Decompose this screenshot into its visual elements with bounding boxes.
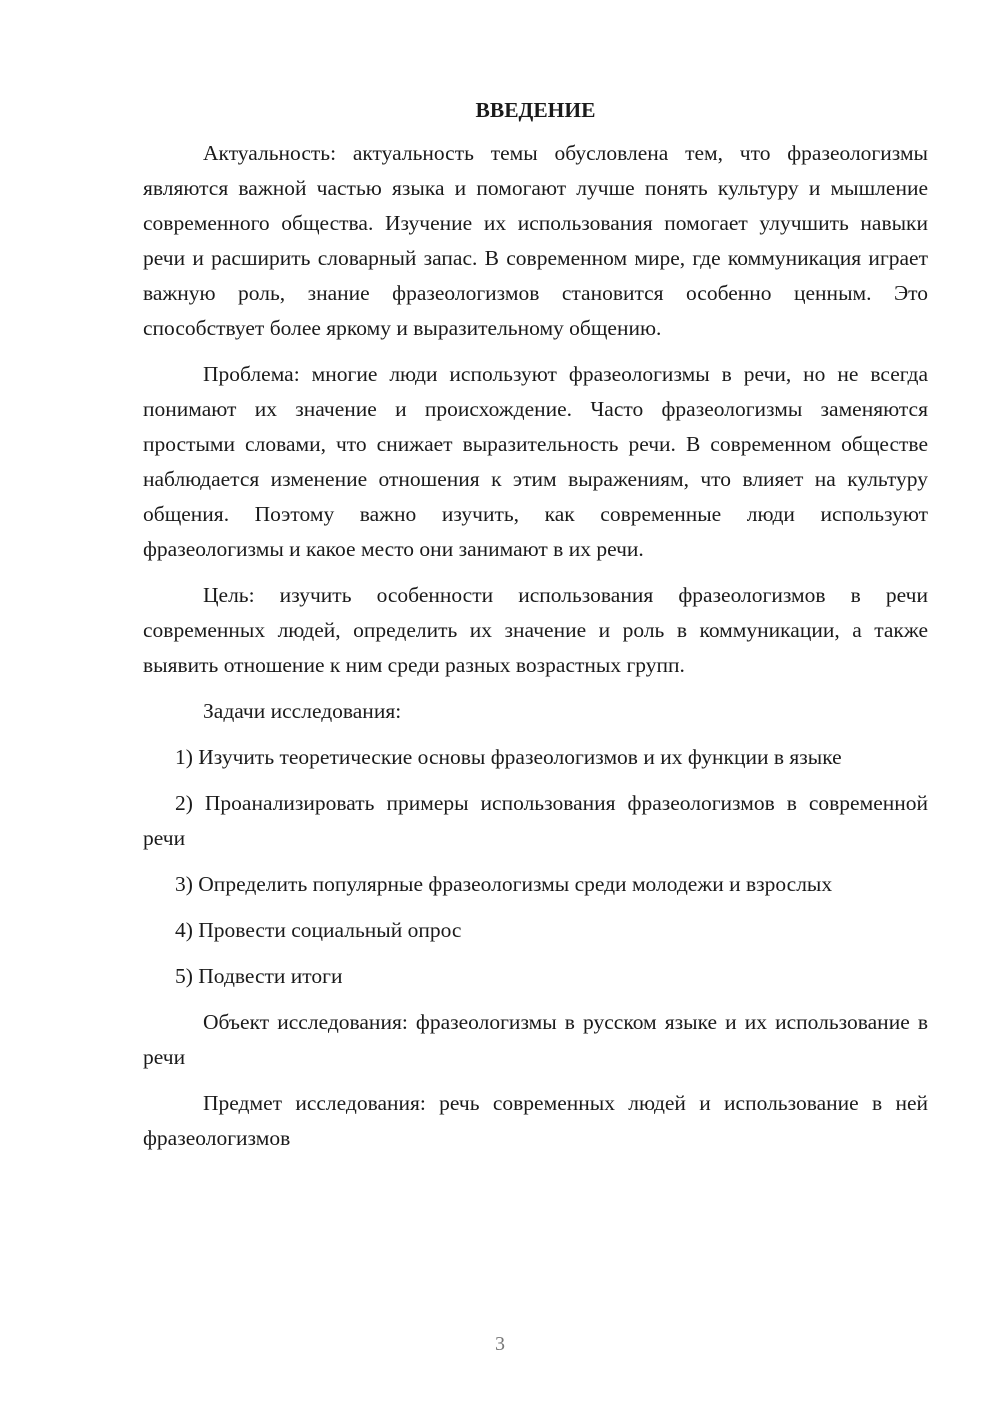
object-paragraph: Объект исследования: фразеологизмы в русском языке и их использование в речи [143,1010,928,1069]
page-number: 3 [495,1333,505,1355]
task-item: 1) Изучить теоретические основы фразеологизмов и их функции в языке [175,745,842,769]
task-item: 5) Подвести итоги [175,964,343,988]
relevance-paragraph: Актуальность: актуальность темы обусловлена тем, что фразеологизмы являются важной частью языка и помогают лучше понять культуру и мышление современного общества. Изучение их использования помогает улучшить навыки речи и расширить словарный запас. В современном мире, где коммуникация играет важную роль, знание фразеологизмов становится особенно ценным. Это способствует более яркому и выразительному общению. [143,141,928,340]
subject-paragraph: Предмет исследования: речь современных людей и использование в ней фразеологизмов [143,1091,928,1150]
task-item: 3) Определить популярные фразеологизмы среди молодежи и взрослых [175,872,833,896]
goal-paragraph: Цель: изучить особенности использования фразеологизмов в речи современных людей, определить их значение и роль в коммуникации, а также выявить отношение к ним среди разных возрастных групп. [143,583,928,677]
tasks-heading: Задачи исследования: [203,699,402,723]
page-content [143,95,928,1167]
task-item: 4) Провести социальный опрос [175,918,462,942]
task-item: 2) Проанализировать примеры использования фразеологизмов в современной речи [143,791,928,850]
section-title: ВВЕДЕНИЕ [475,98,596,122]
problem-paragraph: Проблема: многие люди используют фразеологизмы в речи, но не всегда понимают их значение и происхождение. Часто фразеологизмы заменяются простыми словами, что снижает выразительность речи. В современном обществе наблюдается изменение отношения к этим выражениям, что влияет на культуру общения. Поэтому важно изучить, как современные люди используют фразеологизмы и какое место они занимают в их речи. [143,362,928,561]
